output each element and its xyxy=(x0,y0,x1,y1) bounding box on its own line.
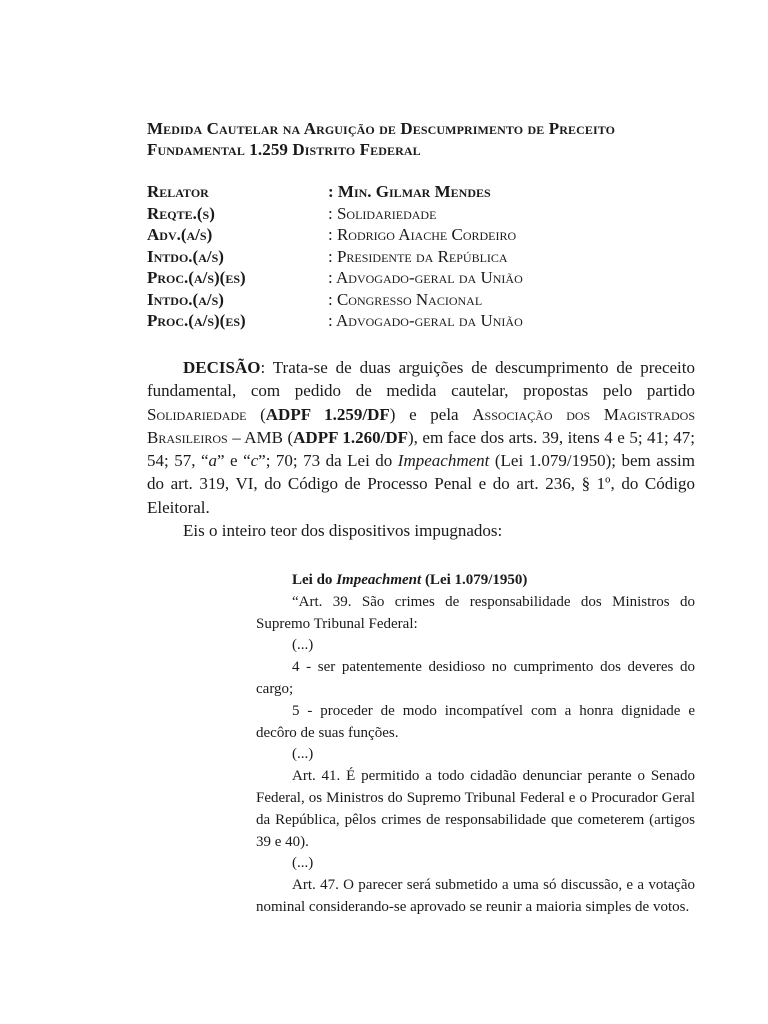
party-row xyxy=(147,310,727,332)
party-label: Adv.(a/s) xyxy=(147,225,213,244)
party-value: : Advogado-geral da União xyxy=(328,311,523,330)
decision-text: ), em face dos arts. 39, itens 4 e 5; 41; 47; 54; 57, “ xyxy=(147,427,695,471)
decision-text: : Trata-se de duas arguições de descumprimento de preceito fundamental, com pedido de medida cautelar, propostas pelo partido xyxy=(147,358,695,401)
party-row xyxy=(147,246,727,268)
quote-line: (...) xyxy=(292,746,314,763)
parties-list xyxy=(147,181,727,332)
party-value: : Congresso Nacional xyxy=(328,289,483,309)
decision-paragraph: Eis o inteiro teor dos dispositivos impugnados: xyxy=(183,521,503,541)
party-label: Intdo.(a/s) xyxy=(147,289,224,309)
party-label: Proc.(a/s)(es) xyxy=(147,311,246,330)
decision-text: ” e “ xyxy=(217,451,251,471)
party-label: Reqte.(s) xyxy=(147,203,215,223)
party-row xyxy=(147,181,727,203)
quote-line: 4 - ser patentemente desidioso no cumprimento dos deveres do cargo; xyxy=(256,659,695,697)
decision-text: ) e pela xyxy=(389,404,473,424)
decision-text: ( xyxy=(246,404,266,424)
party-name: Solidariedade xyxy=(147,404,247,424)
party-label: Proc.(a/s)(es) xyxy=(147,268,246,287)
item-letter: c xyxy=(250,451,259,471)
document-title xyxy=(147,118,727,160)
party-row xyxy=(147,267,727,289)
party-value: : Rodrigo Aiache Cordeiro xyxy=(328,225,517,244)
decision-text: ”; 70; 73 da Lei do xyxy=(258,451,398,471)
decision-lead: DECISÃO xyxy=(183,358,261,377)
quote-line: Art. 47. O parecer será submetido a uma só discussão, e a votação nominal considerando-se aprovado se reunir a maioria simples de votos. xyxy=(256,877,695,915)
party-value: : Min. Gilmar Mendes xyxy=(328,182,491,201)
party-label: Relator xyxy=(147,182,209,201)
party-value: : Solidariedade xyxy=(328,203,437,223)
title-line-1: Medida Cautelar na Arguição de Descumprimento de Preceito xyxy=(147,119,616,138)
item-letter: a xyxy=(208,451,217,471)
quote-title xyxy=(256,570,695,592)
party-row xyxy=(147,224,727,246)
quote-title-text: Lei do xyxy=(292,572,337,588)
title-line-2: Fundamental 1.259 Distrito Federal xyxy=(147,140,421,159)
party-row xyxy=(147,203,727,225)
quote-line: “Art. 39. São crimes de responsabilidade dos Ministros do Supremo Tribunal Federal: xyxy=(256,593,695,632)
quote-line: 5 - proceder de modo incompatível com a honra dignidade e decôro de suas funções. xyxy=(256,702,695,741)
quoted-statute xyxy=(256,570,695,919)
case-number: ADPF 1.260/DF xyxy=(293,427,408,447)
decision-body xyxy=(147,356,695,542)
party-value: : Advogado-geral da União xyxy=(328,268,523,287)
quote-line: Art. 41. É permitido a todo cidadão denunciar perante o Senado Federal, os Ministros do Supremo Tribunal Federal e o Procurador Geral da República, pêlos crimes de responsabilidade que cometerem (artigos 39 e 40). xyxy=(256,768,695,850)
impeachment-term: Impeachment xyxy=(397,451,490,471)
case-number: ADPF 1.259/DF xyxy=(265,404,390,424)
party-value: : Presidente da República xyxy=(328,246,508,266)
decision-text: (Lei 1.079/1950); bem assim do art. 319, VI, do Código de Processo Penal e do art. 236, § 1º, do Código Eleitoral. xyxy=(147,451,695,517)
quote-title-text: (Lei 1.079/1950) xyxy=(421,572,528,588)
quote-line: (...) xyxy=(292,855,314,872)
quote-line: (...) xyxy=(292,637,314,654)
party-row xyxy=(147,289,727,311)
decision-paragraph xyxy=(147,356,695,519)
party-name: Associação dos Magistrados Brasileiros xyxy=(147,404,695,447)
quote-title-italic: Impeachment xyxy=(336,572,422,588)
decision-text: – AMB ( xyxy=(227,427,294,447)
party-label: Intdo.(a/s) xyxy=(147,246,224,266)
